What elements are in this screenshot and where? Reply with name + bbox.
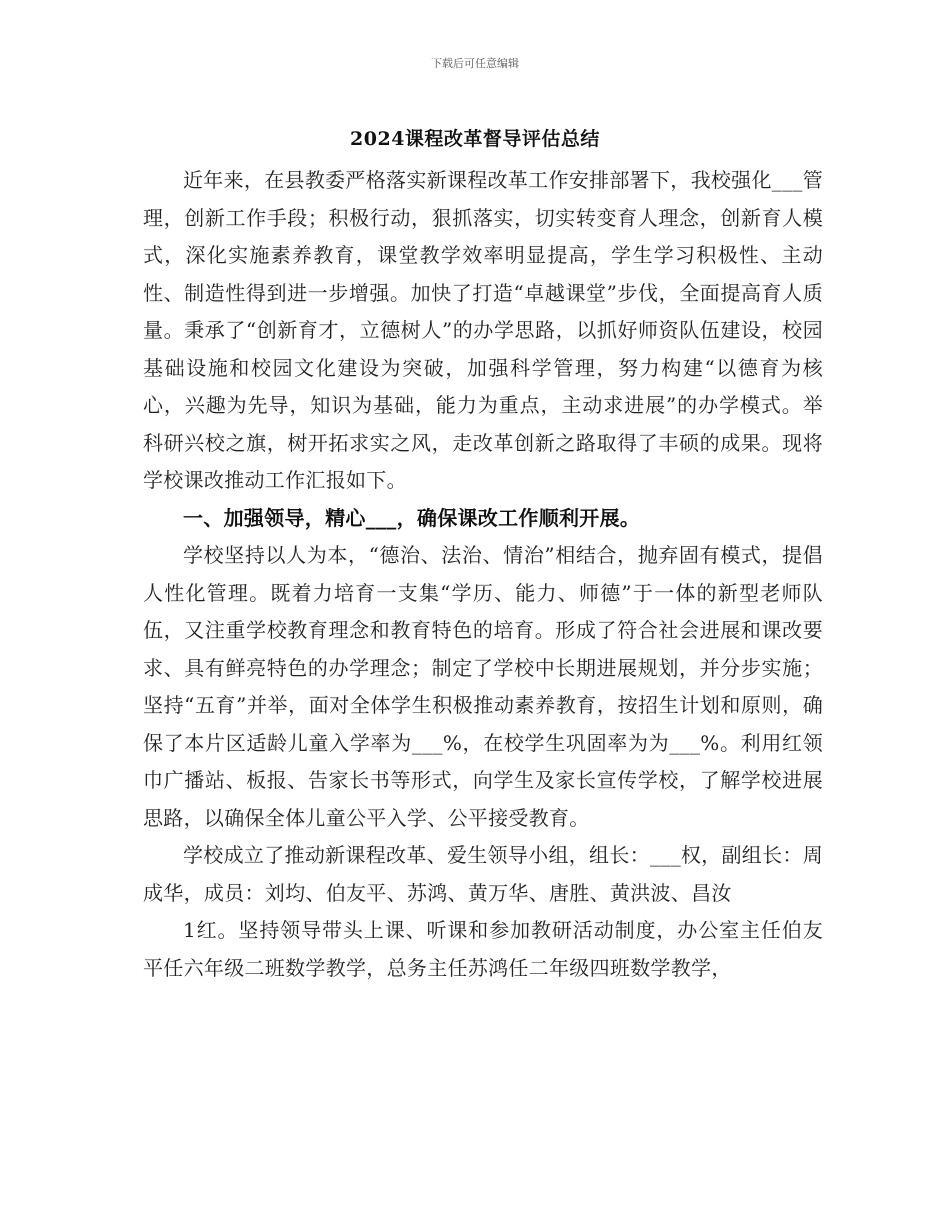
- paragraph-school-philosophy: 学校坚持以人为本，“德治、法治、情治”相结合，抛弃固有模式，提倡人性化管理。既着力培育一支集“学历、能力、师德”于一体的新型老师队伍，又注重学校教育理念和教育特色的培育。形成了符合社会进展和课改要求、具有鲜亮特色的办学理念；制定了学校中长期进展规划，并分步实施；坚持“五育”并举，面对全体学生积极推动素养教育，按招生计划和原则，确保了本片区适龄儿童入学率为___%，在校学生巩固率为为___%。利用红领巾广播站、板报、告家长书等形式，向学生及家长宣传学校，了解学校进展思路，以确保全体儿童公平入学、公平接受教育。: [143, 543, 823, 830]
- document-title: 2024课程改革督导评估总结: [350, 128, 600, 150]
- section-heading-1: 一、加强领导，精心___，确保课改工作顺利开展。: [183, 505, 641, 530]
- paragraph-leadership-group: 学校成立了推动新课程改革、爱生领导小组，组长：___权，副组长：周成华，成员：刘均、伯友平、苏鸿、黄万华、唐胜、黄洪波、昌汝: [143, 843, 823, 905]
- header-note: 下载后可任意编辑: [431, 57, 519, 70]
- paragraph-intro: 近年来，在县教委严格落实新课程改革工作安排部署下，我校强化___管理，创新工作手段；积极行动，狠抓落实，切实转变育人理念，创新育人模式，深化实施素养教育，课堂教学效率明显提高，学生学习积极性、主动性、制造性得到进一步增强。加快了打造“卓越课堂”步伐，全面提高育人质量。秉承了“创新育才，立德树人”的办学思路，以抓好师资队伍建设，校园基础设施和校园文化建设为突破，加强科学管理，努力构建“以德育为核心，兴趣为先导，知识为基础，能力为重点，主动求进展”的办学模式。举科研兴校之旗，树开拓求实之风，走改革创新之路取得了丰硕的成果。现将学校课改推动工作汇报如下。: [143, 168, 823, 492]
- document-body: [143, 162, 823, 987]
- paragraph-leaders-teaching: 1红。坚持领导带头上课、听课和参加教研活动制度，办公室主任伯友平任六年级二班数学教学，总务主任苏鸿任二年级四班数学教学，: [143, 918, 823, 980]
